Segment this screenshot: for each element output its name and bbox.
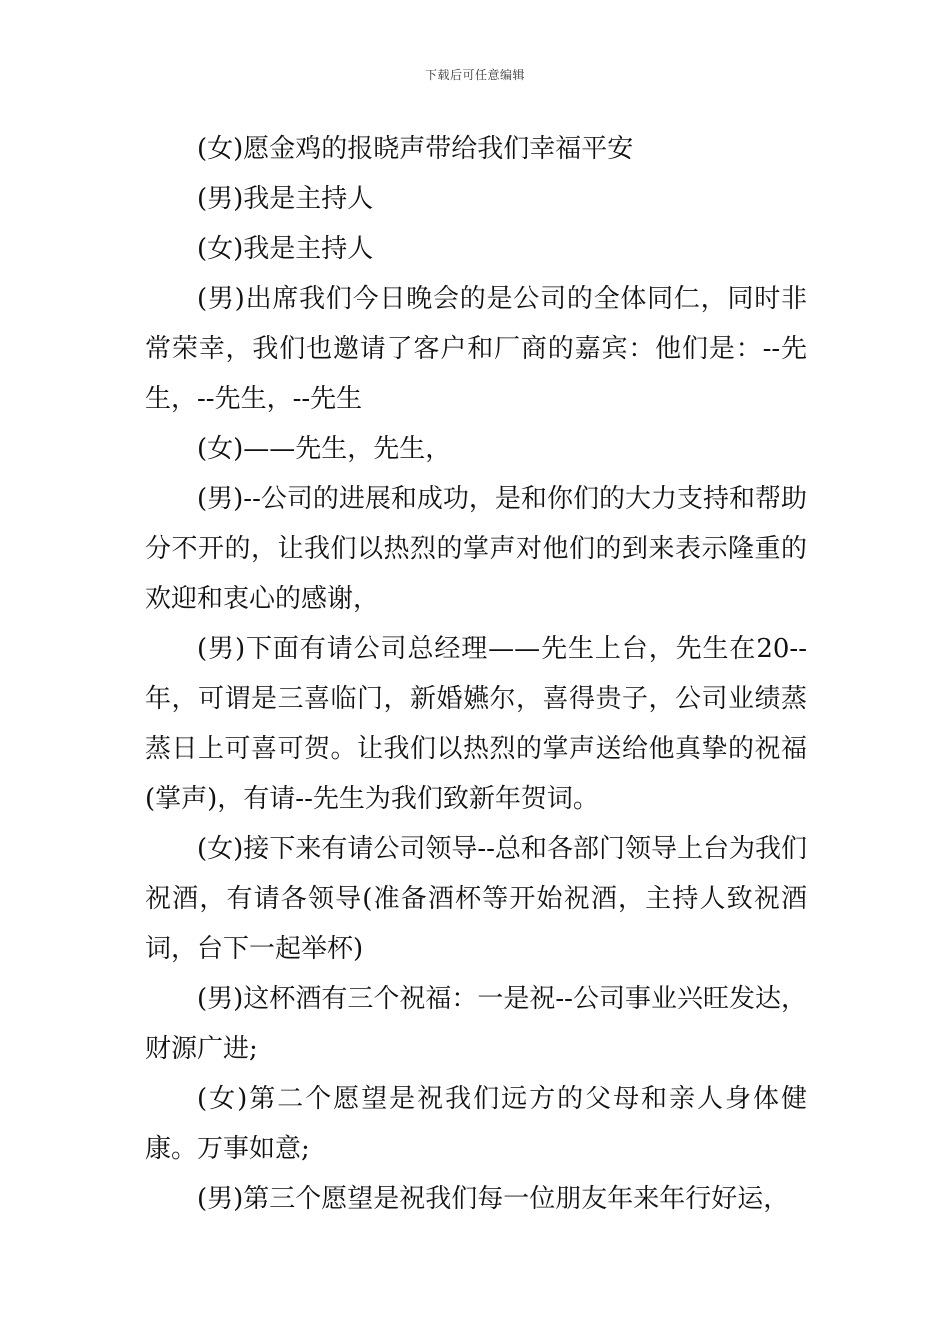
paragraph-5: (女)——先生，先生， [197, 434, 452, 464]
paragraph-6: (男)--公司的进展和成功，是和你们的大力支持和帮助分不开的，让我们以热烈的掌声对他们的到来表示隆重的欢迎和衷心的感谢， [145, 484, 807, 614]
paragraph-8: (女)接下来有请公司领导--总和各部门领导上台为我们祝酒，有请各领导(准备酒杯等开始祝酒，主持人致祝酒词，台下一起举杯) [145, 834, 807, 964]
paragraph-4: (男)出席我们今日晚会的是公司的全体同仁，同时非常荣幸，我们也邀请了客户和厂商的嘉宾：他们是：--先生，--先生，--先生 [145, 284, 807, 414]
paragraph-1: (女)愿金鸡的报晓声带给我们幸福平安 [197, 134, 634, 164]
paragraph-7: (男)下面有请公司总经理——先生上台，先生在20--年，可谓是三喜临门，新婚嬿尔，喜得贵子，公司业绩蒸蒸日上可喜可贺。让我们以热烈的掌声送给他真挚的祝福(掌声)，有请--先生为我们致新年贺词。 [145, 634, 807, 814]
paragraph-3: (女)我是主持人 [197, 234, 374, 264]
paragraph-11: (男)第三个愿望是祝我们每一位朋友年来年行好运， [197, 1184, 790, 1214]
paragraph-2: (男)我是主持人 [197, 184, 374, 214]
document-body [145, 124, 807, 1224]
page-header-note: 下载后可任意编辑 [424, 68, 525, 82]
paragraph-10: (女)第二个愿望是祝我们远方的父母和亲人身体健康。万事如意; [145, 1084, 807, 1164]
paragraph-9: (男)这杯酒有三个祝福：一是祝--公司事业兴旺发达，财源广进; [145, 984, 807, 1064]
